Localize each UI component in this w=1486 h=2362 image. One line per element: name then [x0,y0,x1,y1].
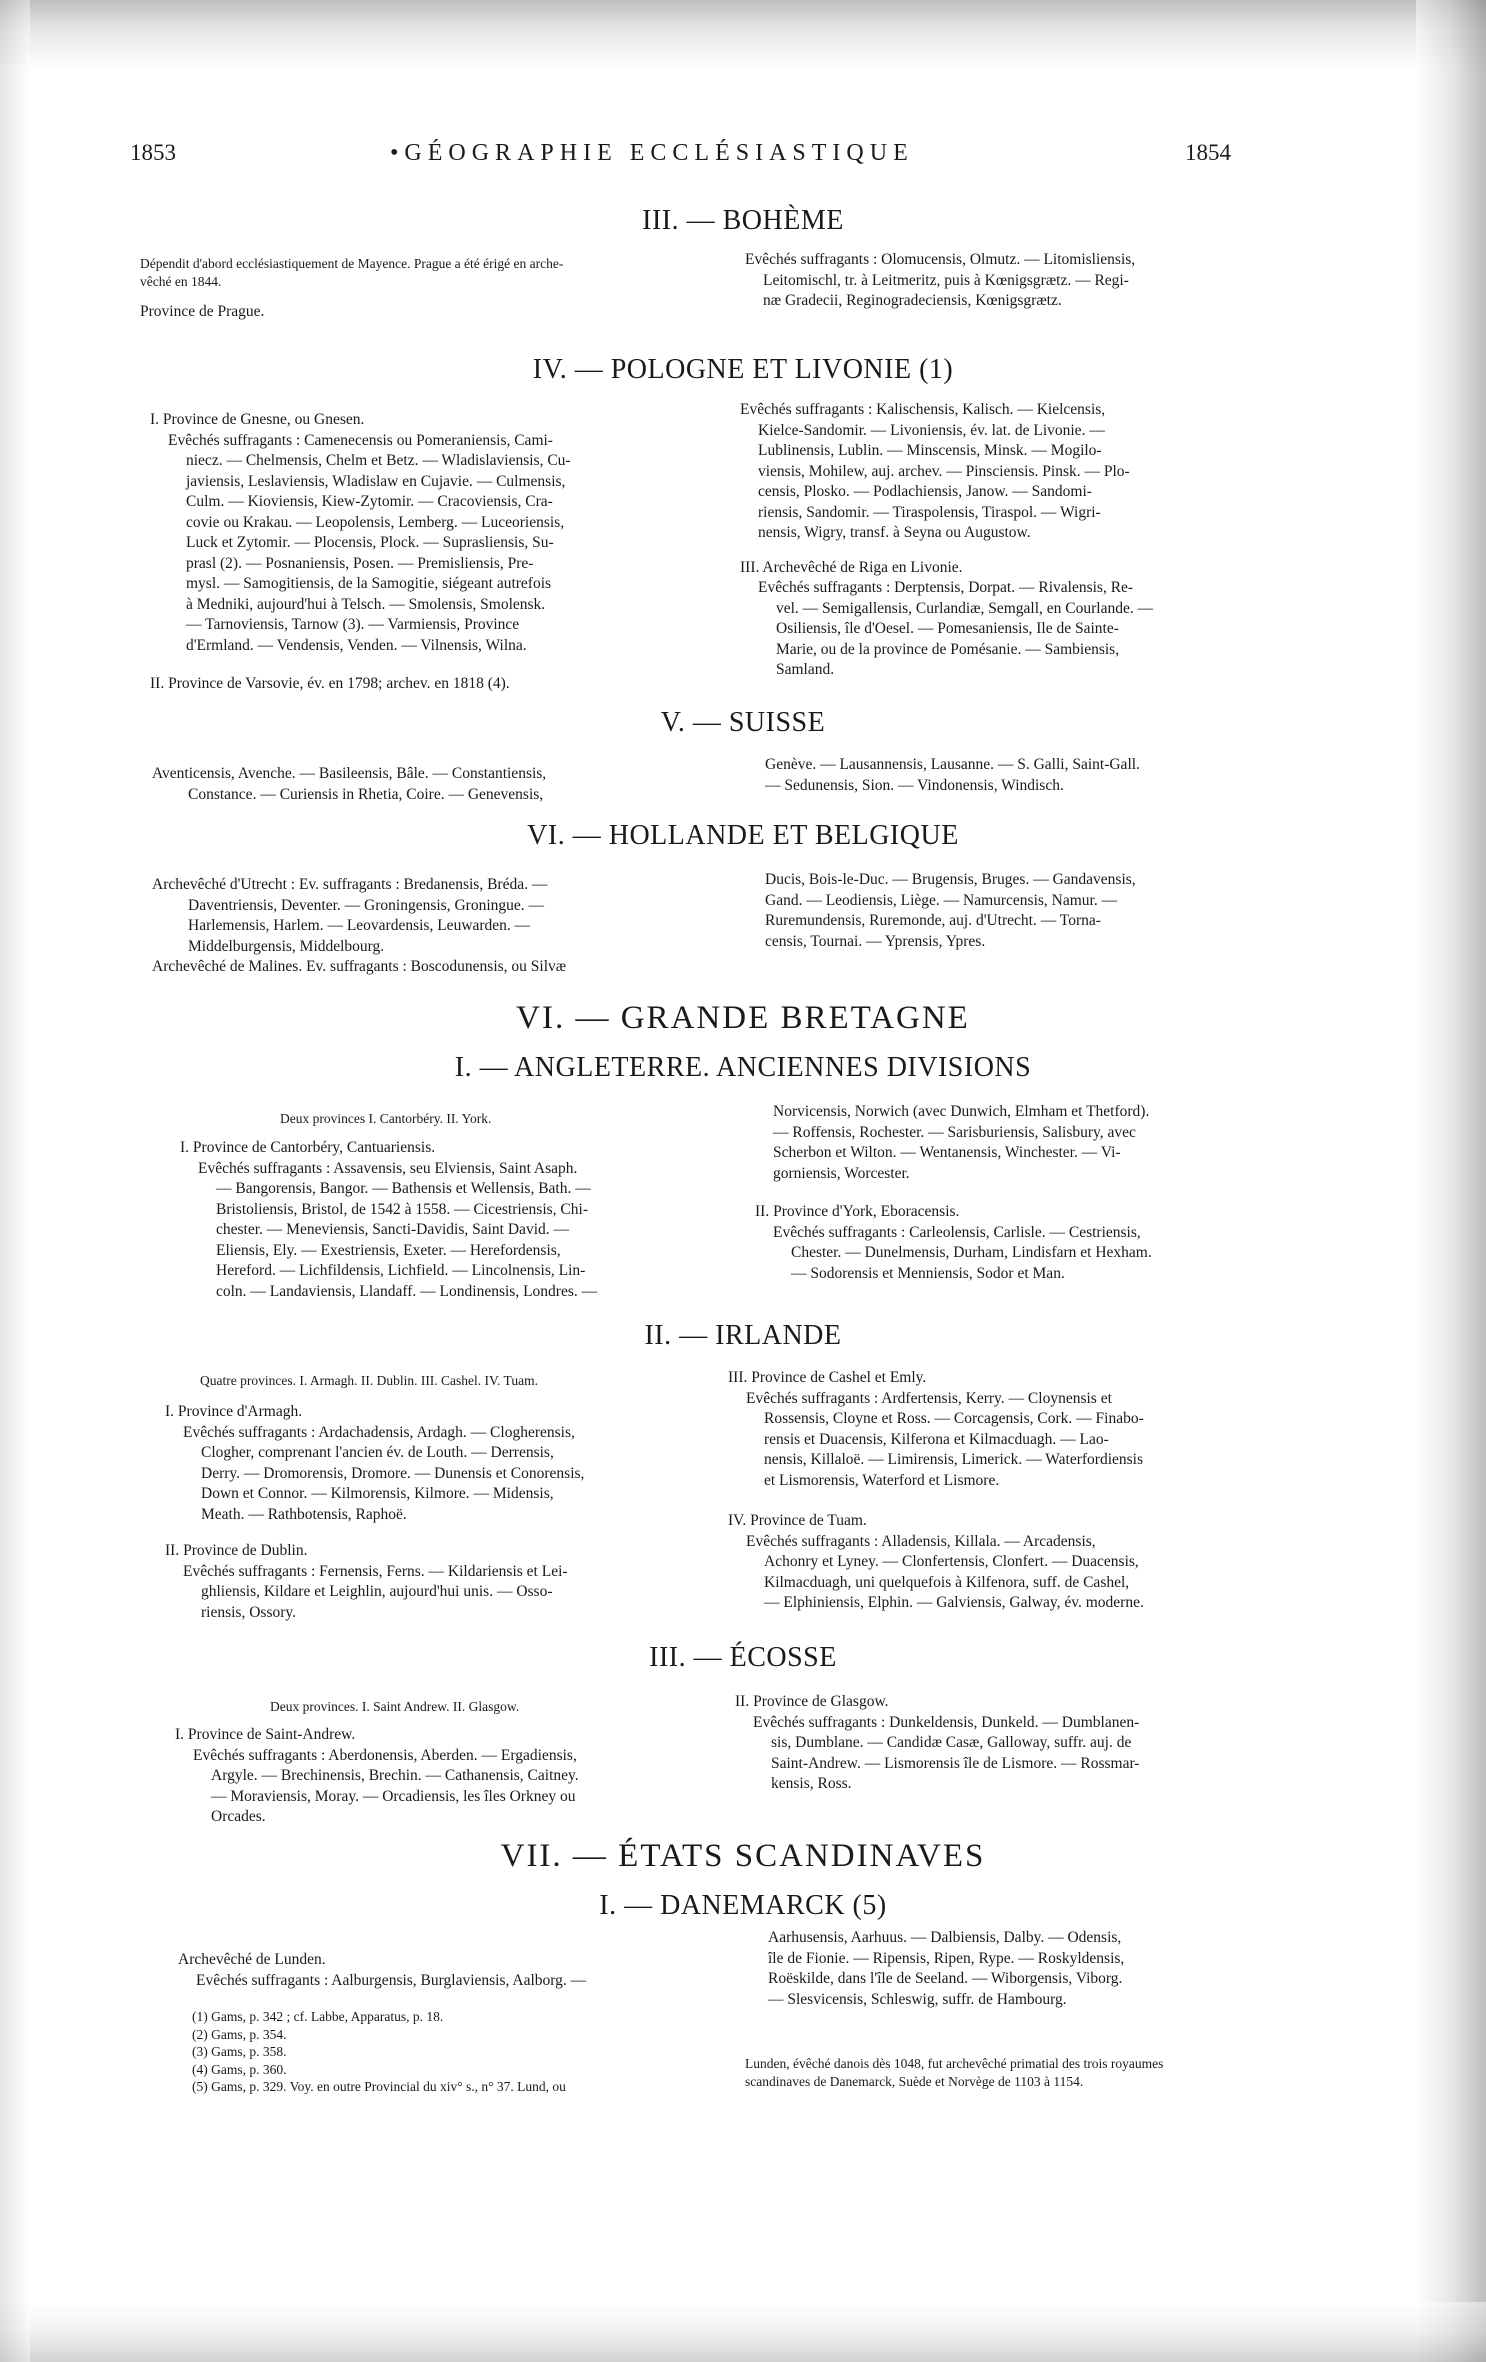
text-line: nensis, Wigry, transf. à Seyna ou Augustow. [758,524,1031,541]
text-line: I. Province de Cantorbéry, Cantuariensis. [180,1139,436,1156]
text-line: vêché en 1844. [140,274,222,289]
boheme-left-column [140,255,680,321]
ecosse-left-column [175,1725,705,1828]
lunden-note [745,2055,1285,2090]
text-line: Derry. — Dromorensis, Dromore. — Dunensis et Conorensis, [201,1464,585,1482]
section-heading-scandinaves: VII. — ÉTATS SCANDINAVES [500,1838,986,1874]
text-line: covie ou Krakau. — Leopolensis, Lemberg. — Luceoriensis, [186,513,565,531]
text-line: Kilmacduagh, uni quelquefois à Kilfenora, suff. de Cashel, [764,1573,1130,1591]
text-line: d'Ermland. — Vendensis, Venden. — Vilnensis, Wilna. [186,636,527,654]
footnote: (4) Gams, p. 360. [192,2061,287,2077]
text-line: — Sedunensis, Sion. — Vindonensis, Windisch. [765,776,1064,794]
text-line: Province de Prague. [140,303,265,320]
text-line: Aarhusensis, Aarhuus. — Dalbiensis, Dalby. — Odensis, [768,1929,1122,1946]
section-heading-hollande: VI. — HOLLANDE ET BELGIQUE [527,820,959,851]
text-line: Evêchés suffragants : Olomucensis, Olmutz. — Litomisliensis, [745,251,1136,268]
text-line: Norvicensis, Norwich (avec Dunwich, Elmham et Thetford). [773,1103,1150,1120]
text-line: Genève. — Lausannensis, Lausanne. — S. Galli, Saint-Gall. [765,756,1140,773]
note-line: scandinaves de Danemarck, Suède et Norvège de 1103 à 1154. [745,2073,1084,2089]
text-line: sis, Dumblane. — Candidæ Casæ, Galloway, suffr. auj. de [771,1734,1132,1751]
text-line: Evêchés suffragants : Carleolensis, Carlisle. — Cestriensis, [773,1223,1141,1241]
running-title: •GÉOGRAPHIE ECCLÉSIASTIQUE [390,140,914,166]
text-line: ghliensis, Kildare et Leighlin, aujourd'hui unis. — Osso- [201,1583,553,1600]
text-line: Clogher, comprenant l'ancien év. de Louth. — Derrensis, [201,1444,554,1461]
text-line: Hereford. — Lichfildensis, Lichfield. — Lincolnensis, Lin- [216,1262,586,1279]
text-line: Argyle. — Brechinensis, Brechin. — Cathanensis, Caitney. [211,1767,579,1784]
text-line: chester. — Meneviensis, Sancti-Davidis, Saint David. — [216,1221,569,1238]
text-line: Archevêché d'Utrecht : Ev. suffragants : Bredanensis, Bréda. — [152,876,548,893]
text-line: Evêchés suffragants : Aberdonensis, Aberden. — Ergadiensis, [193,1746,577,1764]
text-line: Marie, ou de la province de Pomésanie. — Sambiensis, [776,640,1120,658]
text-line: Achonry et Lyney. — Clonfertensis, Clonfert. — Duacensis, [764,1553,1139,1570]
text-line: Chester. — Dunelmensis, Durham, Lindisfarn et Hexham. [791,1244,1152,1261]
text-line: III. Archevêché de Riga en Livonie. [740,558,963,576]
hollande-right-column [765,870,1275,952]
text-line: Luck et Zytomir. — Plocensis, Plock. — Suprasliensis, Su- [186,534,554,551]
text-line: IV. Province de Tuam. [728,1512,867,1529]
text-line: Lublinensis, Lublin. — Minscensis, Minsk. — Mogilo- [758,442,1102,459]
text-line: II. Province de Varsovie, év. en 1798; archev. en 1818 (4). [150,675,510,692]
text-line: kensis, Ross. [771,1775,852,1792]
text-line: næ Gradecii, Reginogradeciensis, Kœnigsgrætz. [763,292,1062,309]
text-line: II. Province d'York, Eboracensis. [755,1203,960,1220]
text-line: Down et Connor. — Kilmorensis, Kilmore. — Midensis, [201,1485,554,1502]
subsection-heading-danemarck: I. — DANEMARCK (5) [599,1890,887,1921]
text-line: viensis, Mohilew, auj. archev. — Pinsciensis. Pinsk. — Plo- [758,462,1130,480]
text-line: Constance. — Curiensis in Rhetia, Coire. — Genevensis, [188,785,544,803]
pologne-left-column [150,410,680,695]
text-line: Evêchés suffragants : Fernensis, Ferns. — Kildariensis et Lei- [183,1562,568,1580]
text-line: gorniensis, Worcester. [773,1164,910,1182]
text-line: — Moraviensis, Moray. — Orcadiensis, les îles Orkney ou [211,1787,576,1805]
page-number-left: 1853 [130,140,176,165]
text-line: prasl (2). — Posnaniensis, Posen. — Premisliensis, Pre- [186,554,534,572]
text-line: Meath. — Rathbotensis, Raphoë. [201,1505,407,1523]
text-line: Dépendit d'abord ecclésiastiquement de Mayence. Prague a été érigé en arche- [140,256,564,271]
text-line: Evêchés suffragants : Ardfertensis, Kerry. — Cloynensis et [746,1389,1112,1407]
text-line: coln. — Landaviensis, Llandaff. — Londinensis, Londres. — [216,1282,598,1300]
section-heading-pologne: IV. — POLOGNE ET LIVONIE (1) [532,354,954,385]
text-line: Rossensis, Cloyne et Ross. — Corcagensis, Cork. — Finabo- [764,1410,1144,1427]
text-line: Archevêché de Lunden. [178,1951,326,1968]
text-line: Roëskilde, dans l'île de Seeland. — Wiborgensis, Viborg. [768,1970,1123,1987]
section-heading-boheme: III. — BOHÈME [642,205,844,236]
text-line: Evêchés suffragants : Ardachadensis, Ardagh. — Clogherensis, [183,1423,575,1441]
danemarck-left-column [178,1950,718,1991]
text-line: javiensis, Leslaviensis, Wladislaw en Cujavie. — Culmensis, [186,472,566,490]
page-number-right: 1854 [1185,140,1231,165]
text-line: Scherbon et Wilton. — Wentanensis, Winchester. — Vi- [773,1144,1121,1161]
danemarck-right-column [768,1928,1278,2010]
ecosse-right-column [735,1692,1275,1795]
text-line: Evêchés suffragants : Derptensis, Dorpat. — Rivalensis, Re- [758,579,1134,596]
text-line: Leitomischl, tr. à Leitmeritz, puis à Kœnigsgrætz. — Regi- [763,271,1129,289]
angleterre-right-column [755,1102,1275,1284]
text-line: Osiliensis, île d'Oesel. — Pomesaniensis, Ile de Sainte- [776,620,1119,637]
text-line: Samland. [776,661,835,678]
text-line: I. Province de Gnesne, ou Gnesen. [150,411,365,428]
text-line: Harlemensis, Harlem. — Leovardensis, Leuwarden. — [188,917,531,934]
suisse-right-column [765,755,1275,796]
irlande-right-column [728,1368,1273,1614]
text-line: Evêchés suffragants : Assavensis, seu Elviensis, Saint Asaph. [198,1159,578,1177]
text-line: Evêchés suffragants : Aalburgensis, Burglaviensis, Aalborg. — [196,1971,587,1989]
text-line: — Bangorensis, Bangor. — Bathensis et Wellensis, Bath. — [216,1180,591,1197]
text-line: nensis, Killaloë. — Limirensis, Limerick. — Waterfordiensis [764,1451,1144,1468]
footnotes [192,2008,712,2096]
text-line: — Elphiniensis, Elphin. — Galviensis, Galway, év. moderne. [764,1594,1144,1611]
text-line: Saint-Andrew. — Lismorensis île de Lismore. — Rossmar- [771,1754,1140,1772]
text-line: à Medniki, aujourd'hui à Telsch. — Smolensis, Smolensk. [186,595,546,613]
footnote: (5) Gams, p. 329. Voy. en outre Provincial du xiv° s., n° 37. Lund, ou [192,2079,566,2094]
text-line: — Slesvicensis, Schleswig, suffr. de Hambourg. [768,1990,1067,2008]
text-line: riensis, Ossory. [201,1603,297,1621]
pologne-right-column [740,400,1270,681]
text-line: II. Province de Dublin. [165,1542,308,1559]
angleterre-left-column [180,1138,700,1302]
text-line: île de Fionie. — Ripensis, Ripen, Rype. — Roskyldensis, [768,1949,1125,1967]
text-line: riensis, Sandomir. — Tiraspolensis, Tiraspol. — Wigri- [758,503,1101,521]
text-line: Aventicensis, Avenche. — Basileensis, Bâle. — Constantiensis, [152,765,547,782]
text-line: Orcades. [211,1808,266,1825]
text-line: Middelburgensis, Middelbourg. [188,937,385,955]
text-line: — Sodorensis et Menniensis, Sodor et Man. [791,1264,1065,1282]
subsection-heading-angleterre: I. — ANGLETERRE. ANCIENNES DIVISIONS [454,1052,1032,1083]
footnote: (3) Gams, p. 358. [192,2044,287,2059]
text-line: censis, Tournai. — Yprensis, Ypres. [765,932,986,950]
irlande-intro: Quatre provinces. I. Armagh. II. Dublin. III. Cashel. IV. Tuam. [200,1373,538,1388]
text-line: censis, Plosko. — Podlachiensis, Janow. — Sandomi- [758,483,1092,500]
text-line: Daventriensis, Deventer. — Groningensis, Groningue. — [188,896,545,914]
text-line: Gand. — Leodiensis, Liège. — Namurcensis, Namur. — [765,891,1118,909]
suisse-left-column [152,764,682,805]
text-line: Evêchés suffragants : Camenecensis ou Pomeraniensis, Cami- [168,431,553,449]
text-line: Evêchés suffragants : Alladensis, Killala. — Arcadensis, [746,1532,1096,1550]
text-line: Evêchés suffragants : Dunkeldensis, Dunkeld. — Dumblanen- [753,1713,1140,1731]
text-line: III. Province de Cashel et Emly. [728,1369,927,1386]
text-line: Ruremundensis, Ruremonde, auj. d'Utrecht. — Tornа- [765,912,1101,929]
text-line: Kielce-Sandomir. — Livoniensis, év. lat. de Livonie. — [758,421,1105,439]
text-line: Culm. — Kioviensis, Kiew-Zytomir. — Cracoviensis, Cra- [186,493,553,510]
text-line: Ducis, Bois-le-Duc. — Brugensis, Bruges. — Gandavensis, [765,871,1136,888]
boheme-right-column [745,250,1265,312]
hollande-left-column [152,875,692,978]
text-line: II. Province de Glasgow. [735,1693,889,1710]
text-line: rensis et Duacensis, Kilferona et Kilmacduagh. — Lao- [764,1430,1109,1448]
section-heading-ecosse: III. — ÉCOSSE [649,1642,837,1673]
section-heading-suisse: V. — SUISSE [660,707,826,738]
text-line: Archevêché de Malines. Ev. suffragants : Boscodunensis, ou Silvæ [152,958,567,975]
text-line: Evêchés suffragants : Kalischensis, Kalisch. — Kielcensis, [740,401,1106,418]
text-line: — Roffensis, Rochester. — Sarisburiensis, Salisbury, avec [773,1123,1136,1141]
ecosse-intro: Deux provinces. I. Saint Andrew. II. Glasgow. [270,1699,520,1714]
text-line: I. Province de Saint-Andrew. [175,1726,356,1743]
text-line: vel. — Semigallensis, Curlandiæ, Semgall, en Courlande. — [776,599,1154,617]
text-line: niecz. — Chelmensis, Chelm et Betz. — Wladislaviensis, Cu- [186,452,571,469]
footnote: (2) Gams, p. 354. [192,2026,287,2042]
text-line: — Tarnoviensis, Tarnow (3). — Varmiensis, Province [186,616,520,633]
scan-shadow-top [0,0,1486,70]
note-line: Lunden, évêché danois dès 1048, fut archevêché primatial des trois royaumes [745,2056,1164,2071]
angleterre-intro: Deux provinces I. Cantorbéry. II. York. [280,1111,492,1126]
scan-shadow-bottom [0,2302,1486,2362]
text-line: Eliensis, Ely. — Exestriensis, Exeter. — Herefordensis, [216,1241,561,1259]
section-heading-irlande: II. — IRLANDE [644,1320,842,1351]
text-line: I. Province d'Armagh. [165,1403,303,1420]
footnote: (1) Gams, p. 342 ; cf. Labbe, Apparatus, p. 18. [192,2009,444,2024]
text-line: mysl. — Samogitiensis, de la Samogitie, siégeant autrefois [186,575,552,592]
text-line: et Lismorensis, Waterford et Lismore. [764,1471,1000,1489]
section-heading-bretagne: VI. — GRANDE BRETAGNE [516,1000,970,1036]
text-line: Bristoliensis, Bristol, de 1542 à 1558. — Cicestriensis, Chi- [216,1200,588,1218]
irlande-left-column [165,1402,705,1623]
